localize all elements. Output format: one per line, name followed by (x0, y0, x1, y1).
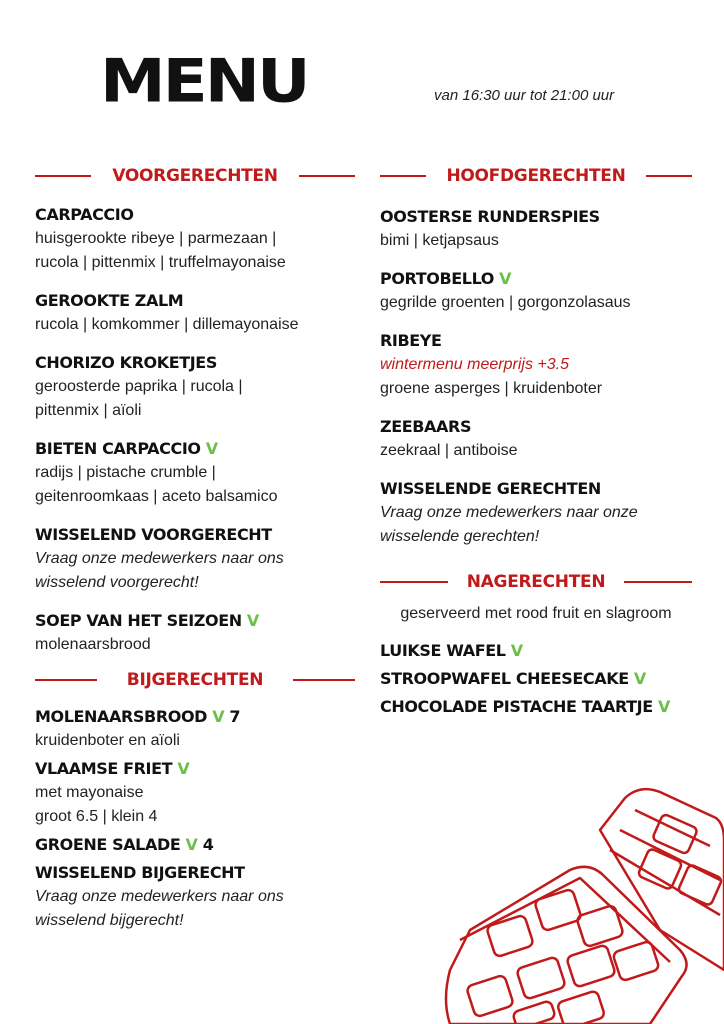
menu-item (35, 861, 355, 933)
item-surcharge: wintermenu meerprijs +3.5 (380, 356, 569, 373)
section-nagerechten-header (380, 569, 692, 595)
item-name: GROENE SALADE V 4 (35, 835, 214, 854)
item-desc: groene asperges | kruidenboter (380, 380, 603, 397)
vegetarian-badge: V (246, 611, 259, 630)
item-name: WISSELEND BIJGERECHT (35, 863, 245, 882)
item-desc: Vraag onze medewerkers naar onze (380, 504, 638, 521)
section-title: VOORGERECHTEN (112, 166, 278, 186)
item-name: VLAAMSE FRIET V (35, 759, 190, 778)
item-desc: Vraag onze medewerkers naar ons (35, 550, 284, 567)
item-desc: bimi | ketjapsaus (380, 232, 499, 249)
vegetarian-badge: V (499, 269, 512, 288)
item-desc: wisselende gerechten! (380, 528, 540, 545)
item-desc: groot 6.5 | klein 4 (35, 808, 158, 825)
item-name: CHORIZO KROKETJES (35, 353, 217, 372)
divider-line (35, 175, 91, 177)
item-desc: rucola | pittenmix | truffelmayonaise (35, 254, 286, 271)
item-name: WISSELEND VOORGERECHT (35, 525, 272, 544)
item-name: PORTOBELLO V (380, 269, 512, 288)
section-title: BIJGERECHTEN (126, 670, 264, 690)
item-name: SOEP VAN HET SEIZOEN V (35, 611, 259, 630)
opening-hours: van 16:30 uur tot 21:00 uur (434, 87, 615, 104)
section-voorgerechten-header (35, 163, 355, 189)
menu-item (35, 705, 355, 753)
section-bijgerechten-header (35, 667, 355, 693)
left-column (35, 163, 355, 947)
item-desc: radijs | pistache crumble | (35, 464, 216, 481)
item-desc: rucola | komkommer | dillemayonaise (35, 316, 299, 333)
vegetarian-badge: V (510, 641, 523, 660)
item-desc: molenaarsbrood (35, 636, 151, 653)
menu-item (35, 523, 355, 595)
item-desc: geroosterde paprika | rucola | (35, 378, 243, 395)
menu-item (380, 205, 692, 253)
item-name: LUIKSE WAFEL V (380, 641, 523, 660)
menu-item (380, 415, 692, 463)
item-desc: zeekraal | antiboise (380, 442, 518, 459)
section-title: HOOFDGERECHTEN (446, 166, 626, 186)
item-name: GEROOKTE ZALM (35, 291, 184, 310)
divider-line (380, 175, 426, 177)
item-name: ZEEBAARS (380, 417, 472, 436)
divider-line (380, 581, 448, 583)
waffle-icon (420, 770, 724, 1024)
item-desc: kruidenboter en aïoli (35, 732, 180, 749)
menu-item (35, 833, 355, 857)
item-desc: wisselend voorgerecht! (35, 574, 199, 591)
menu-item (380, 267, 692, 315)
menu-item (380, 477, 692, 549)
item-name: WISSELENDE GERECHTEN (380, 479, 601, 498)
divider-line (646, 175, 692, 177)
menu-item (35, 289, 355, 337)
item-name: CARPACCIO (35, 205, 134, 224)
item-name: STROOPWAFEL CHEESECAKE V (380, 669, 646, 688)
divider-line (35, 679, 97, 681)
item-name: OOSTERSE RUNDERSPIES (380, 207, 600, 226)
item-desc: pittenmix | aïoli (35, 402, 142, 419)
menu-item (35, 203, 355, 275)
dessert-note: geserveerd met rood fruit en slagroom (400, 605, 672, 622)
item-desc: wisselend bijgerecht! (35, 912, 184, 929)
item-desc: geitenroomkaas | aceto balsamico (35, 488, 278, 505)
vegetarian-badge: V (212, 707, 225, 726)
menu-item (35, 757, 355, 829)
section-hoofdgerechten-header (380, 163, 692, 189)
menu-item (35, 437, 355, 509)
divider-line (624, 581, 692, 583)
item-desc: huisgerookte ribeye | parmezaan | (35, 230, 277, 247)
menu-title: MENU (100, 46, 308, 116)
divider-line (299, 175, 355, 177)
vegetarian-badge: V (633, 669, 646, 688)
item-desc: Vraag onze medewerkers naar ons (35, 888, 284, 905)
vegetarian-badge: V (185, 835, 198, 854)
menu-item (380, 329, 692, 401)
vegetarian-badge: V (205, 439, 218, 458)
item-name: CHOCOLADE PISTACHE TAARTJE V (380, 697, 670, 716)
item-price: 4 (202, 835, 214, 854)
item-desc: gegrilde groenten | gorgonzolasaus (380, 294, 631, 311)
item-desc: met mayonaise (35, 784, 144, 801)
item-name: RIBEYE (380, 331, 442, 350)
vegetarian-badge: V (177, 759, 190, 778)
menu-item (35, 351, 355, 423)
vegetarian-badge: V (657, 697, 670, 716)
menu-item (35, 609, 355, 657)
right-column (380, 163, 692, 719)
divider-line (293, 679, 355, 681)
section-title: NAGERECHTEN (466, 572, 606, 592)
item-name: MOLENAARSBROOD V 7 (35, 707, 241, 726)
item-price: 7 (229, 707, 241, 726)
item-name: BIETEN CARPACCIO V (35, 439, 218, 458)
